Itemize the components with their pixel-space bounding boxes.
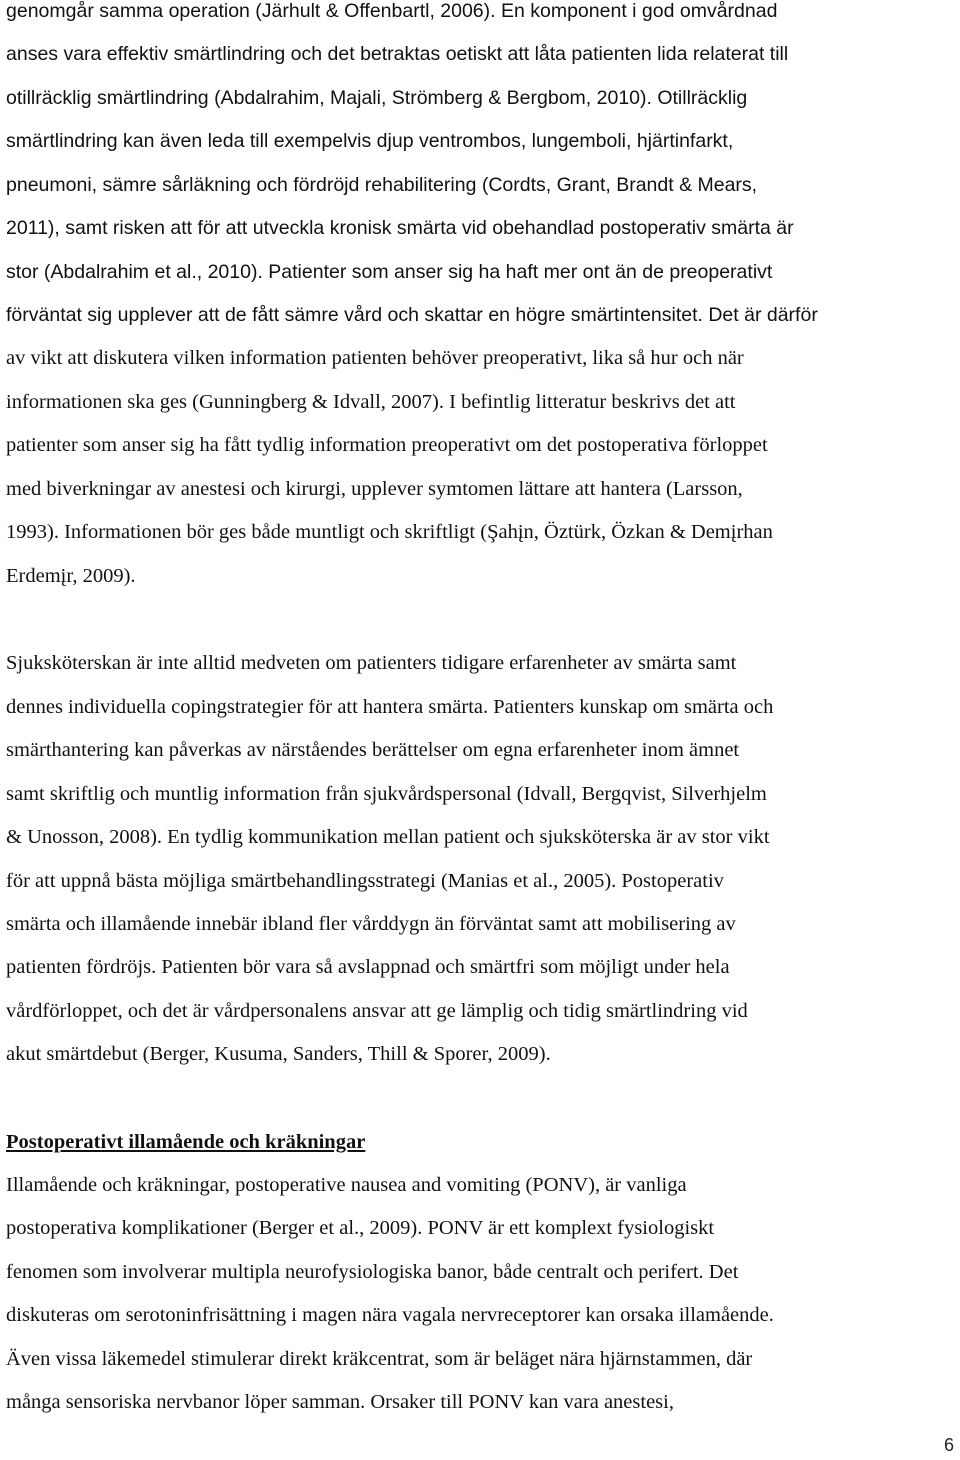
text-line: vårdförloppet, och det är vårdpersonalens ansvar att ge lämplig och tidig smärtlindring vid — [6, 1000, 748, 1022]
page-number: 6 — [943, 1435, 954, 1455]
text-line: genomgår samma operation (Järhult & Offenbartl, 2006). En komponent i god omvårdnad — [6, 0, 778, 22]
text-line: samt skriftlig och muntlig information från sjukvårdspersonal (Idvall, Bergqvist, Silverhjelm — [6, 783, 767, 805]
text-line: patienten fördröjs. Patienten bör vara så avslappnad och smärtfri som möjligt under hela — [6, 956, 730, 978]
section-heading: Postoperativt illamående och kräkningar — [6, 1131, 366, 1153]
text-line: smärtlindring kan även leda till exempelvis djup ventrombos, lungemboli, hjärtinfarkt, — [6, 130, 734, 152]
text-line: smärta och illamående innebär ibland fler vårddygn än förväntat samt att mobilisering av — [6, 913, 736, 935]
text-line: 2011), samt risken att för att utveckla kronisk smärta vid obehandlad postoperativ smärta är — [6, 217, 794, 239]
text-line: smärthantering kan påverkas av närståendes berättelser om egna erfarenheter inom ämnet — [6, 739, 740, 761]
text-line: Illamående och kräkningar, postoperative nausea and vomiting (PONV), är vanliga — [6, 1174, 687, 1196]
text-line: diskuteras om serotoninfrisättning i magen nära vagala nervreceptorer kan orsaka illamående. — [6, 1304, 774, 1326]
text-line: patienter som anser sig ha fått tydlig information preoperativt om det postoperativa förloppet — [6, 434, 768, 456]
text-line: fenomen som involverar multipla neurofysiologiska banor, både centralt och perifert. Det — [6, 1261, 739, 1283]
text-line: för att uppnå bästa möjliga smärtbehandlingsstrategi (Manias et al., 2005). Postoperativ — [6, 870, 724, 892]
text-line: Sjuksköterskan är inte alltid medveten om patienters tidigare erfarenheter av smärta samt — [6, 652, 737, 674]
text-line: pneumoni, sämre sårläkning och fördröjd rehabilitering (Cordts, Grant, Brandt & Mears, — [6, 174, 758, 196]
text-line: postoperativa komplikationer (Berger et al., 2009). PONV är ett komplext fysiologiskt — [6, 1217, 715, 1239]
text-line: otillräcklig smärtlindring (Abdalrahim, Majali, Strömberg & Bergbom, 2010). Otillräcklig — [6, 87, 748, 109]
text-line: anses vara effektiv smärtlindring och det betraktas oetiskt att låta patienten lida relaterat till — [6, 43, 789, 65]
text-line: förväntat sig upplever att de fått sämre vård och skattar en högre smärtintensitet. Det är därför — [6, 304, 818, 326]
text-line: av vikt att diskutera vilken information patienten behöver preoperativt, lika så hur och när — [6, 347, 744, 369]
text-line: Även vissa läkemedel stimulerar direkt kräkcentrat, som är beläget nära hjärnstammen, där — [6, 1348, 753, 1370]
text-line: stor (Abdalrahim et al., 2010). Patienter som anser sig ha haft mer ont än de preoperativt — [6, 261, 773, 283]
text-line: 1993). Informationen bör ges både muntligt och skriftligt (Şahįn, Öztürk, Özkan & Demįrhan — [6, 521, 773, 543]
text-line: akut smärtdebut (Berger, Kusuma, Sanders, Thill & Sporer, 2009). — [6, 1043, 551, 1065]
text-line: Erdemįr, 2009). — [6, 565, 136, 587]
text-line: med biverkningar av anestesi och kirurgi, upplever symtomen lättare att hantera (Larsson, — [6, 478, 743, 500]
text-line: dennes individuella copingstrategier för att hantera smärta. Patienters kunskap om smärta och — [6, 696, 774, 718]
text-line: många sensoriska nervbanor löper samman. Orsaker till PONV kan vara anestesi, — [6, 1391, 674, 1413]
text-line: & Unosson, 2008). En tydlig kommunikation mellan patient och sjuksköterska är av stor vikt — [6, 826, 770, 848]
text-line: informationen ska ges (Gunningberg & Idvall, 2007). I befintlig litteratur beskrivs det att — [6, 391, 736, 413]
